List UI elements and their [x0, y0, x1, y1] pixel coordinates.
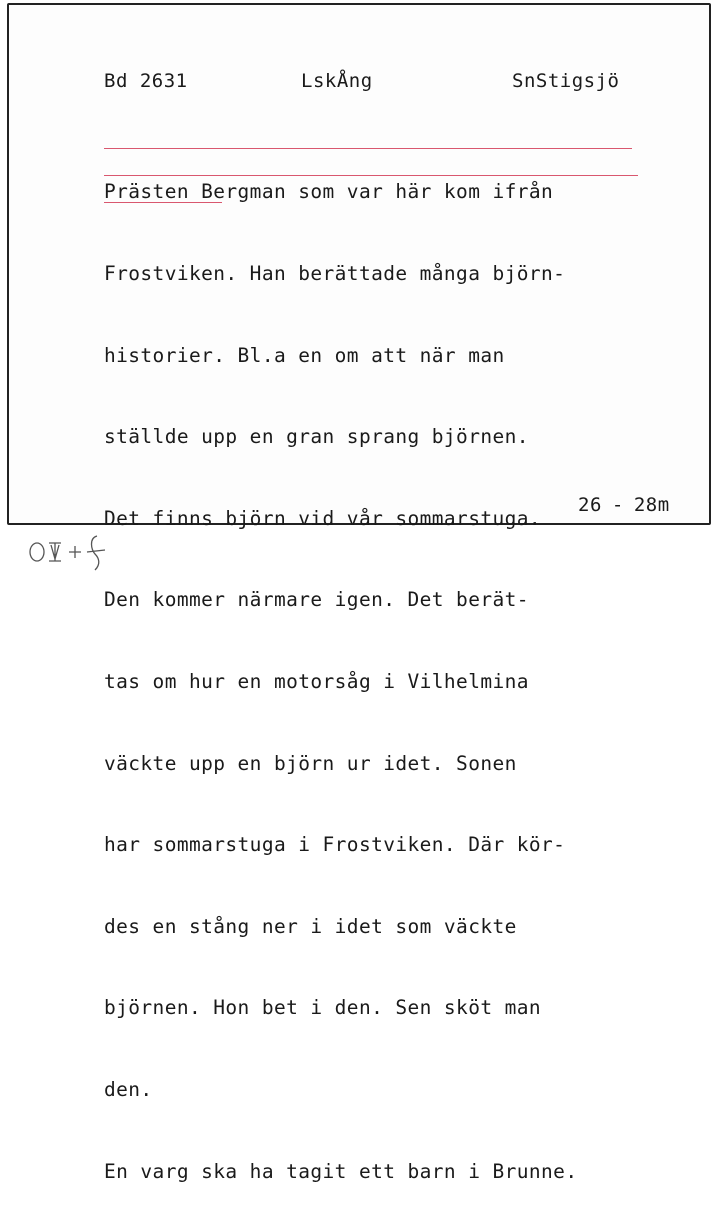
text-line: tas om hur en motorsåg i Vilhelmina	[104, 669, 529, 693]
text-line: des en stång ner i idet som väckte	[104, 914, 517, 938]
card-body-text	[104, 124, 684, 1212]
text-line: har sommarstuga i Frostviken. Där kör-	[104, 833, 566, 857]
text-line: väckte upp en björn ur idet. Sonen	[104, 751, 517, 775]
text-line: Det finns björn vid vår sommarstuga.	[104, 506, 542, 530]
text-line: Frostviken. Han berättade många björn-	[104, 262, 566, 285]
text-line: björnen. Hon bet i den. Sen sköt man	[104, 996, 542, 1020]
page-range	[578, 494, 670, 516]
page-dash: -	[611, 494, 624, 516]
text-line: Den kommer närmare igen. Det berät-	[104, 588, 529, 612]
region-code: LskÅng	[301, 70, 373, 92]
text-line: ställde upp en gran sprang björnen.	[104, 425, 529, 449]
text-line: den.	[104, 1077, 153, 1101]
text-line: En varg ska ha tagit ett barn i Brunne.	[104, 1159, 578, 1183]
card-id: Bd 2631	[104, 70, 188, 92]
text-line: historier. Bl.a en om att när man	[104, 343, 505, 367]
handwritten-note-icon	[27, 530, 147, 574]
page-start: 26	[578, 494, 602, 516]
parish-name: SnStigsjö	[512, 70, 620, 92]
text-line: Prästen Bergman som var här kom ifrån	[104, 180, 554, 204]
page-end: 28m	[633, 494, 670, 516]
